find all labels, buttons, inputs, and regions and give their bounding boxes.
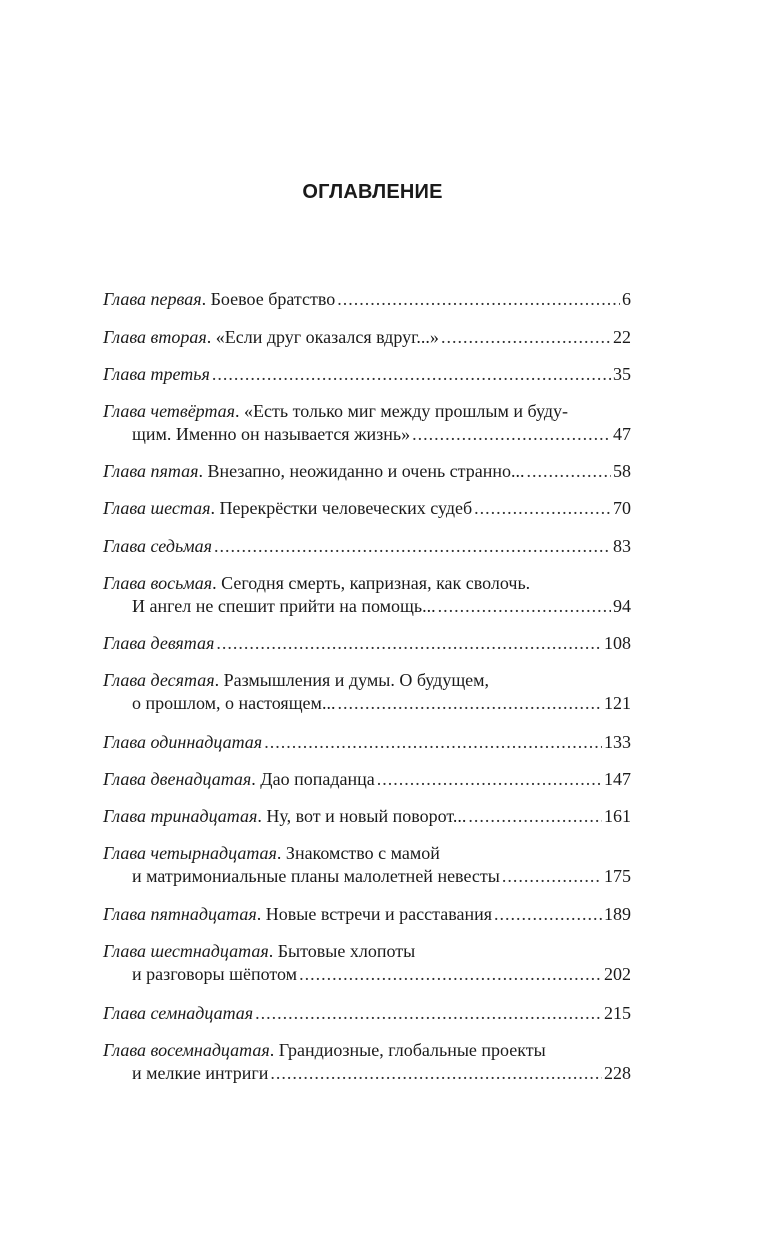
chapter-title-continued: и мелкие интриги — [132, 1063, 269, 1083]
chapter-label: Глава девятая — [103, 633, 215, 653]
page-number: 228 — [604, 1063, 631, 1083]
dot-leader — [441, 326, 611, 348]
separator: . — [206, 327, 216, 347]
chapter-label: Глава вторая — [103, 327, 207, 347]
separator: . — [256, 904, 266, 924]
chapter-title: Ну, вот и новый поворот... — [266, 806, 467, 826]
dot-leader — [214, 535, 611, 557]
toc-entry — [103, 288, 631, 310]
chapter-label: Глава седьмая — [103, 536, 212, 556]
chapter-label: Глава восьмая — [103, 573, 213, 593]
dot-leader — [212, 363, 611, 385]
chapter-title-continued: и матримониальные планы малолетней невесты — [132, 866, 500, 886]
page-number: 121 — [604, 693, 631, 713]
chapter-label: Глава третья — [103, 364, 210, 384]
page-number: 161 — [604, 806, 631, 826]
toc-entry — [103, 1002, 631, 1024]
toc-entry — [103, 326, 631, 348]
page-number: 147 — [604, 769, 631, 789]
toc-entry — [103, 535, 631, 557]
separator: . — [269, 1040, 279, 1060]
dot-leader — [412, 423, 611, 445]
chapter-title: «Есть только миг между прошлым и буду- — [244, 401, 568, 421]
chapter-title: «Если друг оказался вдруг...» — [215, 327, 439, 347]
chapter-label: Глава четвёртая — [103, 401, 236, 421]
dot-leader — [438, 595, 611, 617]
page-number: 35 — [613, 364, 631, 384]
page-number: 175 — [604, 866, 631, 886]
page-number: 6 — [622, 289, 631, 309]
chapter-label: Глава пятая — [103, 461, 199, 481]
dot-leader — [255, 1002, 602, 1024]
chapter-label: Глава семнадцатая — [103, 1003, 254, 1023]
page-number: 202 — [604, 964, 631, 984]
chapter-title: Перекрёстки человеческих судеб — [219, 498, 473, 518]
chapter-title-continued: щим. Именно он называется жизнь» — [132, 424, 411, 444]
toc-entry — [103, 632, 631, 654]
chapter-label: Глава одиннадцатая — [103, 732, 263, 752]
page-number: 70 — [613, 498, 631, 518]
page-number: 94 — [613, 596, 631, 616]
chapter-title-continued: И ангел не спешит прийти на помощь... — [132, 596, 436, 616]
chapter-label: Глава тринадцатая — [103, 806, 258, 826]
page-number: 108 — [604, 633, 631, 653]
dot-leader — [527, 460, 611, 482]
chapter-title: Грандиозные, глобальные проекты — [278, 1040, 546, 1060]
toc-entry — [103, 572, 631, 617]
chapter-label: Глава десятая — [103, 670, 215, 690]
toc-entry — [103, 940, 631, 985]
toc-entry — [103, 400, 631, 445]
separator: . — [235, 401, 245, 421]
separator: . — [268, 941, 278, 961]
dot-leader — [474, 497, 611, 519]
dot-leader — [299, 963, 602, 985]
chapter-title: Внезапно, неожиданно и очень странно... — [207, 461, 525, 481]
chapter-label: Глава первая — [103, 289, 202, 309]
chapter-title-continued: о прошлом, о настоящем... — [132, 693, 336, 713]
page-number: 133 — [604, 732, 631, 752]
toc-entry — [103, 460, 631, 482]
page-number: 215 — [604, 1003, 631, 1023]
chapter-title: Размышления и думы. О будущем, — [223, 670, 490, 690]
page-title: ОГЛАВЛЕНИЕ — [302, 181, 443, 203]
dot-leader — [468, 805, 602, 827]
chapter-title: Сегодня смерть, капризная, как сволочь. — [221, 573, 531, 593]
chapter-title: Дао попаданца — [260, 769, 375, 789]
toc-entry — [103, 497, 631, 519]
dot-leader — [264, 731, 602, 753]
toc-entry — [103, 669, 631, 714]
chapter-title: Новые встречи и расставания — [265, 904, 492, 924]
separator: . — [201, 289, 211, 309]
toc-entry — [103, 363, 631, 385]
separator: . — [210, 498, 220, 518]
chapter-label: Глава двенадцатая — [103, 769, 252, 789]
toc-entry — [103, 1039, 631, 1084]
chapter-label: Глава пятнадцатая — [103, 904, 257, 924]
page-number: 83 — [613, 536, 631, 556]
separator: . — [214, 670, 224, 690]
page-number: 22 — [613, 327, 631, 347]
chapter-label: Глава четырнадцатая — [103, 843, 277, 863]
toc-entry — [103, 731, 631, 753]
toc-entry — [103, 903, 631, 925]
toc-entry — [103, 768, 631, 790]
separator: . — [212, 573, 222, 593]
chapter-label: Глава шестнадцатая — [103, 941, 269, 961]
chapter-title: Знакомство с мамой — [285, 843, 440, 863]
dot-leader — [502, 865, 602, 887]
dot-leader — [337, 692, 602, 714]
page-number: 189 — [604, 904, 631, 924]
dot-leader — [377, 768, 602, 790]
chapter-label: Глава восемнадцатая — [103, 1040, 270, 1060]
chapter-title: Боевое братство — [210, 289, 336, 309]
toc-entry — [103, 842, 631, 887]
dot-leader — [270, 1062, 602, 1084]
toc-entry — [103, 805, 631, 827]
chapter-label: Глава шестая — [103, 498, 211, 518]
separator: . — [257, 806, 267, 826]
chapter-title: Бытовые хлопоты — [277, 941, 416, 961]
separator: . — [251, 769, 261, 789]
dot-leader — [216, 632, 602, 654]
separator: . — [276, 843, 286, 863]
dot-leader — [494, 903, 602, 925]
dot-leader — [337, 288, 620, 310]
chapter-title-continued: и разговоры шёпотом — [132, 964, 298, 984]
page-number: 47 — [613, 424, 631, 444]
page-number: 58 — [613, 461, 631, 481]
separator: . — [198, 461, 208, 481]
